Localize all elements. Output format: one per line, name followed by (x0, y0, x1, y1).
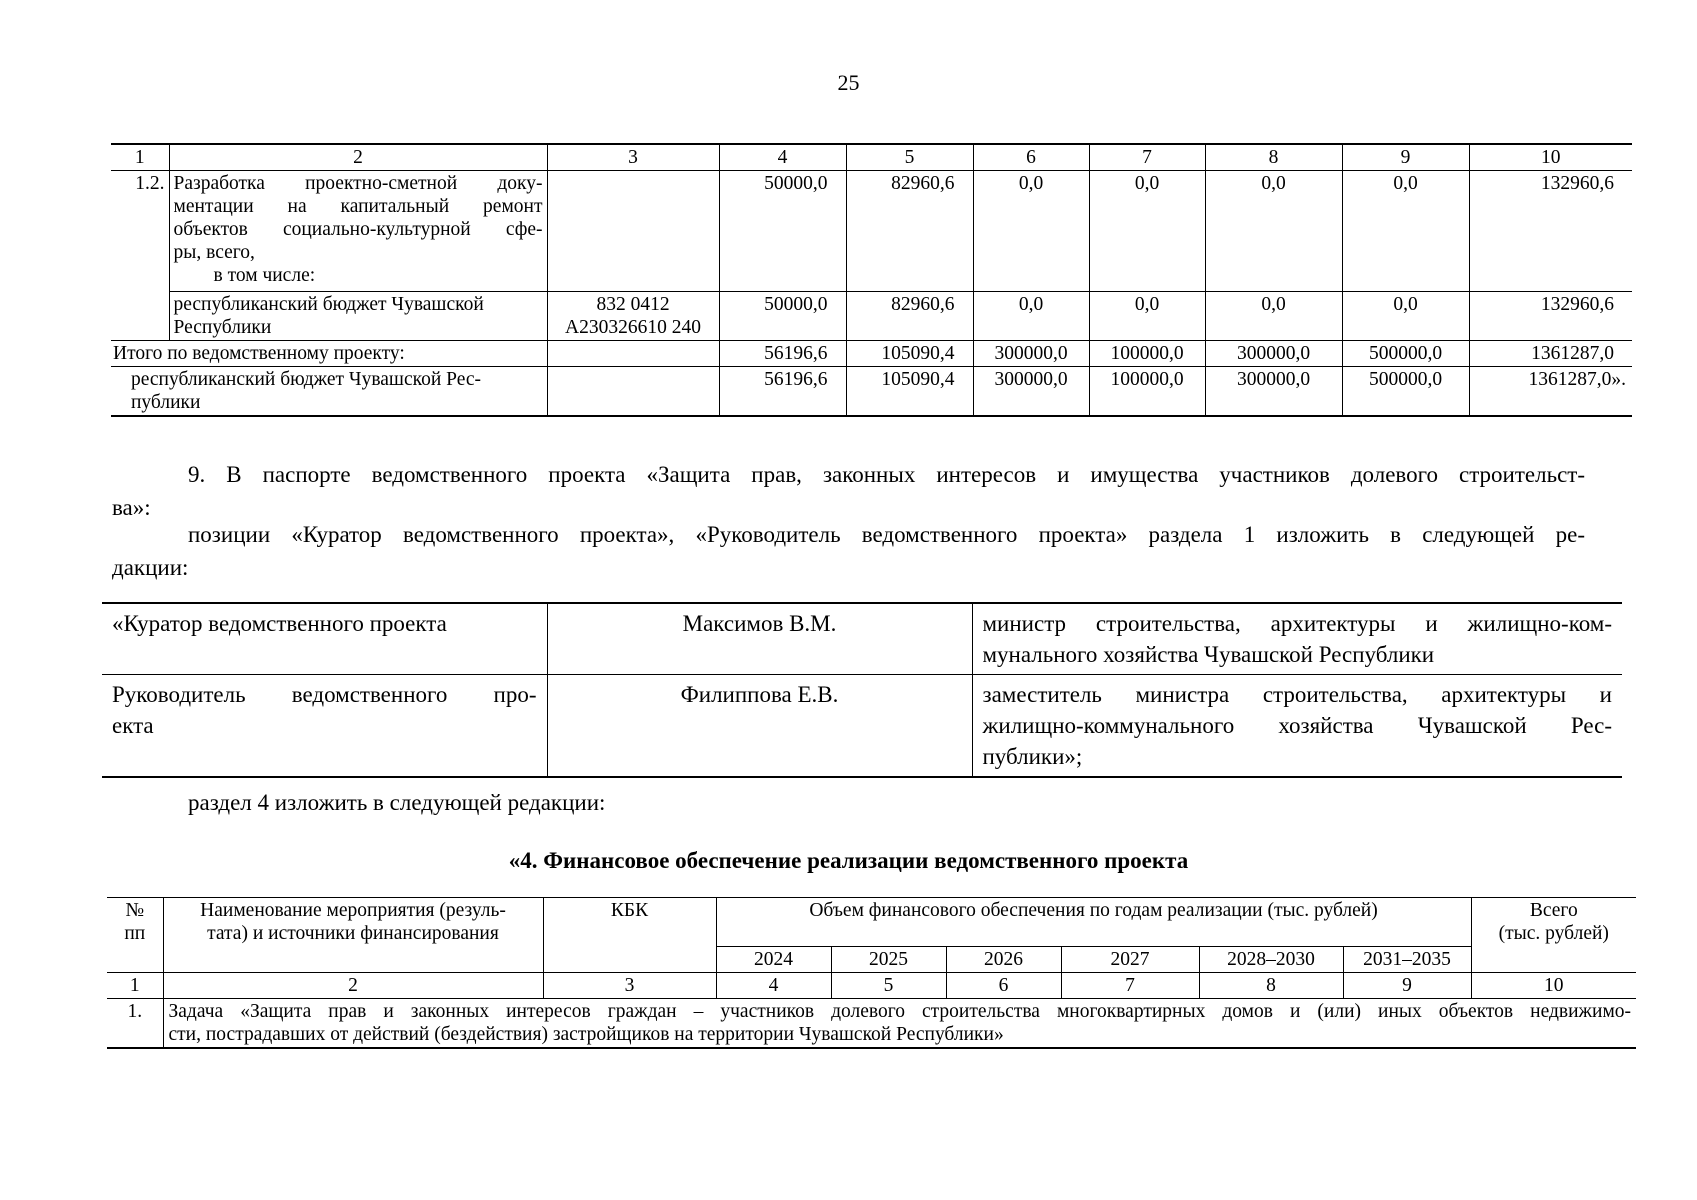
task-text-line: сти, пострадавших от действий (бездействия) застройщиков на территории Чувашской Республики» (168, 1024, 1004, 1045)
row-value: 0,0 (973, 292, 1089, 341)
head-role (102, 675, 547, 778)
table1-col-number: 7 (1089, 144, 1205, 171)
table1-col-number: 6 (973, 144, 1089, 171)
total-budget-label (111, 367, 547, 417)
financing-table (107, 897, 1636, 1049)
row-value: 0,0 (1089, 292, 1205, 341)
header-total (1471, 898, 1636, 973)
row-name-line: объектов социально-культурной сфе- (173, 219, 543, 240)
table-row-total-budget (111, 367, 1632, 417)
table-row (107, 999, 1636, 1049)
head-name: Филиппова Е.В. (547, 675, 972, 778)
row-kbk (547, 367, 719, 417)
header-year: 2026 (946, 947, 1061, 973)
header-number (107, 898, 163, 973)
row-name (169, 171, 547, 292)
col-number: 7 (1061, 973, 1199, 999)
financing-header-row (107, 898, 1636, 947)
row-value: 100000,0 (1089, 367, 1205, 417)
row-value: 0,0 (1342, 171, 1469, 292)
header-total-line: (тыс. рублей) (1498, 923, 1609, 944)
row-value: 105090,4 (846, 367, 973, 417)
row-value: 50000,0 (719, 171, 846, 292)
header-year: 2024 (716, 947, 831, 973)
table1-col-number: 4 (719, 144, 846, 171)
row-name-line: республиканский бюджет Чувашской (173, 294, 484, 315)
total-label: Итого по ведомственному проекту: (111, 341, 547, 367)
row-name-line: ментации на капитальный ремонт (173, 196, 543, 217)
head-position-line: заместитель министра строительства, архитектуры и (982, 682, 1612, 708)
row-value: 105090,4 (846, 341, 973, 367)
table1-col-number: 5 (846, 144, 973, 171)
header-year: 2031–2035 (1343, 947, 1471, 973)
table1-col-number: 9 (1342, 144, 1469, 171)
header-number-line: пп (124, 923, 146, 944)
header-year: 2028–2030 (1199, 947, 1343, 973)
header-volume: Объем финансового обеспечения по годам реализации (тыс. рублей) (716, 898, 1471, 947)
table1-header-row (111, 144, 1632, 171)
row-value: 300000,0 (1205, 341, 1342, 367)
col-number: 6 (946, 973, 1061, 999)
paragraph-positions (112, 519, 1585, 584)
task-number: 1. (107, 999, 163, 1049)
row-value: 0,0 (1342, 292, 1469, 341)
table1-col-number: 2 (169, 144, 547, 171)
row-value: 100000,0 (1089, 341, 1205, 367)
paragraph-section4: раздел 4 изложить в следующей редакции: (188, 790, 606, 815)
total-budget-line: публики (131, 392, 201, 413)
row-name-line: Республики (173, 317, 272, 338)
kbk-line: А230326610 240 (565, 317, 701, 338)
task-text-line: Задача «Защита прав и законных интересов граждан – участников долевого строительства многоквартирных домов и (или) иных объектов недвижимо- (168, 1001, 1632, 1022)
header-total-line: Всего (1529, 900, 1578, 921)
row-value: 0,0 (1205, 292, 1342, 341)
row-value: 56196,6 (719, 367, 846, 417)
curator-position-line: министр строительства, архитектуры и жилищно-ком- (982, 611, 1612, 636)
paragraph-9-line: 9. В паспорте ведомственного проекта «Защита прав, законных интересов и имущества участников долевого строительст- (188, 462, 1585, 487)
header-name-line: Наименование мероприятия (резуль- (200, 900, 506, 921)
curator-position (972, 603, 1622, 675)
curator-table (102, 602, 1622, 778)
head-position-line: жилищно-коммунального хозяйства Чувашской Рес- (982, 713, 1612, 739)
head-role-line: Руководитель ведомственного про- (112, 682, 537, 708)
section4-heading: «4. Финансовое обеспечение реализации ведомственного проекта (508, 848, 1189, 873)
row-value: 50000,0 (719, 292, 846, 341)
head-row (102, 675, 1622, 778)
row-name-subtitle: в том числе: (213, 265, 316, 286)
row-number-empty (111, 292, 169, 341)
row-kbk (547, 292, 719, 341)
project-table-continuation (111, 143, 1632, 417)
curator-role: «Куратор ведомственного проекта (102, 603, 547, 675)
header-year: 2027 (1061, 947, 1199, 973)
curator-name: Максимов В.М. (547, 603, 972, 675)
row-value: 300000,0 (973, 367, 1089, 417)
total-budget-line: республиканский бюджет Чувашской Рес- (131, 369, 482, 390)
paragraph-positions-line: дакции: (112, 554, 189, 580)
row-value: 82960,6 (846, 292, 973, 341)
paragraph-9 (112, 459, 1585, 524)
row-value: 0,0 (1089, 171, 1205, 292)
header-year: 2025 (831, 947, 946, 973)
table1-col-number: 1 (111, 144, 169, 171)
col-number: 10 (1471, 973, 1636, 999)
col-number: 3 (543, 973, 716, 999)
row-name-line: ры, всего, (173, 242, 255, 263)
row-value: 500000,0 (1342, 367, 1469, 417)
header-kbk: КБК (543, 898, 716, 973)
row-value: 300000,0 (1205, 367, 1342, 417)
row-name (169, 292, 547, 341)
kbk-line: 832 0412 (596, 294, 670, 315)
row-value: 56196,6 (719, 341, 846, 367)
row-total: 132960,6 (1469, 171, 1632, 292)
col-number: 2 (163, 973, 543, 999)
paragraph-9-line: ва»: (112, 494, 151, 520)
header-number-line: № (125, 900, 145, 921)
col-number: 8 (1199, 973, 1343, 999)
row-kbk (547, 171, 719, 292)
col-number: 4 (716, 973, 831, 999)
curator-row (102, 603, 1622, 675)
table-row-total (111, 341, 1632, 367)
row-value: 82960,6 (846, 171, 973, 292)
task-text (163, 999, 1636, 1049)
head-position-line: публики»; (982, 744, 1083, 770)
curator-position-line: мунального хозяйства Чувашской Республики (982, 642, 1435, 668)
table-row (111, 292, 1632, 341)
row-total: 1361287,0». (1469, 367, 1632, 417)
page-number: 25 (837, 70, 860, 95)
row-kbk (547, 341, 719, 367)
row-value: 500000,0 (1342, 341, 1469, 367)
head-role-line: екта (112, 713, 154, 739)
col-number: 9 (1343, 973, 1471, 999)
table1-col-number: 8 (1205, 144, 1342, 171)
row-number: 1.2. (111, 171, 169, 292)
row-total: 132960,6 (1469, 292, 1632, 341)
row-value: 0,0 (973, 171, 1089, 292)
head-position (972, 675, 1622, 778)
col-number: 1 (107, 973, 163, 999)
row-value: 0,0 (1205, 171, 1342, 292)
row-name-line: Разработка проектно-сметной доку- (173, 173, 543, 194)
table1-col-number: 10 (1469, 144, 1632, 171)
table-row (111, 171, 1632, 292)
header-name (163, 898, 543, 973)
financing-numbers-row (107, 973, 1636, 999)
col-number: 5 (831, 973, 946, 999)
row-value: 300000,0 (973, 341, 1089, 367)
row-total: 1361287,0 (1469, 341, 1632, 367)
header-name-line: тата) и источники финансирования (207, 923, 499, 944)
table1-col-number: 3 (547, 144, 719, 171)
paragraph-positions-line: позиции «Куратор ведомственного проекта», «Руководитель ведомственного проекта» раздела 1 изложить в следующей ре- (188, 522, 1585, 547)
